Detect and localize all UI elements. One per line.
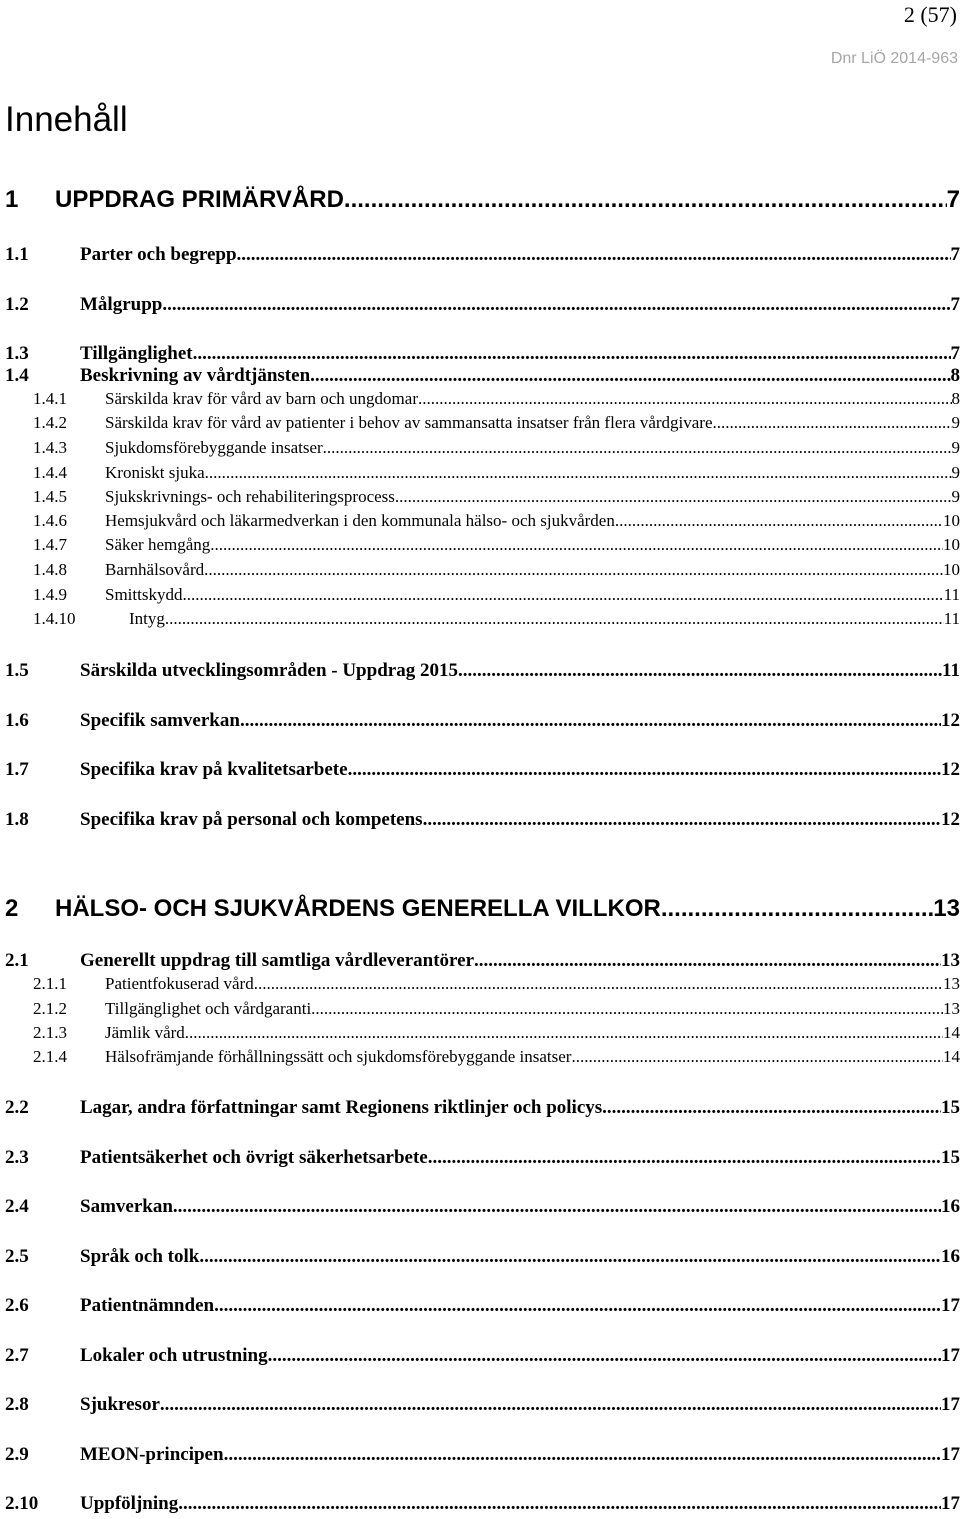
toc-entry-title: Intyg [129,609,165,628]
toc-leader-dots [310,364,950,388]
toc-entry-number: 2.6 [5,1295,29,1316]
toc-entry-page: 17 [941,1394,960,1415]
toc-entry-title: Språk och tolk [80,1246,200,1267]
toc-leader-dots [458,659,942,683]
toc-leader-dots [268,1344,941,1368]
toc-entry[interactable] [5,758,960,782]
toc-leader-dots [323,437,952,459]
toc-entry-number: 1.8 [5,809,29,830]
toc-leader-dots [661,894,933,924]
toc-entry-page: 13 [943,974,960,993]
toc-entry-number: 1.1 [5,244,29,265]
toc-entry-title: Specifika krav på kvalitetsarbete [80,759,348,780]
toc-entry-number: 1.6 [5,710,29,731]
toc-entry-number: 1.4 [5,365,29,386]
toc-entry-number: 1.4.4 [33,463,67,482]
toc-leader-dots [713,412,952,434]
toc-entry-page: 17 [941,1444,960,1465]
toc-entry-number: 1.4.5 [33,487,67,506]
toc-leader-dots [185,1022,943,1044]
toc-entry[interactable] [33,1046,960,1068]
toc-entry-number: 1 [5,186,19,213]
toc-entry-number: 1.4.8 [33,560,67,579]
toc-entry-page: 9 [951,413,960,432]
toc-entry[interactable] [5,1344,960,1368]
toc-entry-page: 10 [943,560,960,579]
toc-entry-page: 16 [941,1196,960,1217]
toc-entry-number: 1.7 [5,759,29,780]
toc-entry[interactable] [33,388,960,410]
toc-entry-number: 1.3 [5,343,29,364]
toc-entry-title: Parter och begrepp [80,244,237,265]
toc-entry[interactable] [5,1245,960,1269]
toc-entry-page: 17 [941,1345,960,1366]
toc-entry[interactable] [33,584,960,606]
toc-leader-dots [214,1294,941,1318]
toc-entry-page: 11 [943,609,960,628]
toc-entry-title: Hemsjukvård och läkarmedverkan i den kommunala hälso- och sjukvården [105,511,615,530]
toc-entry[interactable] [5,342,960,366]
toc-entry[interactable] [5,949,960,973]
toc-entry[interactable] [5,659,960,683]
toc-entry[interactable] [33,462,960,484]
toc-entry[interactable] [5,1146,960,1170]
toc-entry[interactable] [5,1294,960,1318]
toc-entry-page: 9 [951,487,960,506]
toc-entry-title: Lokaler och utrustning [80,1345,268,1366]
toc-entry-number: 2 [5,895,19,922]
toc-leader-dots [178,1492,941,1516]
toc-heading: Innehåll [5,100,128,139]
toc-entry-title: Beskrivning av vårdtjänsten [80,365,311,386]
toc-entry-number: 1.4.1 [33,389,67,408]
toc-entry[interactable] [5,185,960,215]
toc-leader-dots [199,1245,941,1269]
toc-entry-page: 15 [941,1097,960,1118]
toc-entry-number: 2.2 [5,1097,29,1118]
toc-entry-title: Uppföljning [80,1493,179,1514]
toc-entry[interactable] [5,1443,960,1467]
toc-entry-page: 7 [950,343,960,364]
toc-leader-dots [615,510,943,532]
toc-entry-title: Särskilda krav för vård av patienter i behov av sammansatta insatser från flera vårdgivare [105,413,713,432]
toc-entry[interactable] [33,1022,960,1044]
toc-entry-page: 9 [951,463,960,482]
toc-entry-number: 2.8 [5,1394,29,1415]
toc-leader-dots [474,949,941,973]
toc-leader-dots [240,709,941,733]
toc-entry-number: 1.4.3 [33,438,67,457]
toc-entry-number: 2.3 [5,1147,29,1168]
toc-entry-number: 2.4 [5,1196,29,1217]
toc-leader-dots [423,808,941,832]
toc-entry-number: 1.4.10 [33,609,76,628]
toc-entry-title: Smittskydd [105,585,183,604]
toc-entry-title: MEON-principen [80,1444,224,1465]
toc-entry-number: 2.1.2 [33,999,67,1018]
toc-entry-number: 2.1 [5,950,29,971]
toc-entry-title: Lagar, andra författningar samt Regionens riktlinjer och policys [80,1097,603,1118]
toc-entry[interactable] [33,608,960,630]
toc-entry-number: 2.1.1 [33,974,67,993]
toc-entry[interactable] [33,486,960,508]
toc-entry-number: 2.1.4 [33,1047,67,1066]
toc-entry-page: 17 [941,1295,960,1316]
toc-entry-page: 7 [950,294,960,315]
toc-entry-title: Särskilda krav för vård av barn och ungdomar [105,389,418,408]
toc-entry[interactable] [5,808,960,832]
toc-entry[interactable] [33,437,960,459]
toc-entry[interactable] [5,894,960,924]
toc-leader-dots [210,534,943,556]
toc-entry[interactable] [33,973,960,995]
toc-entry[interactable] [5,1393,960,1417]
toc-entry[interactable] [33,559,960,581]
toc-entry-page: 11 [943,585,960,604]
toc-entry-title: Sjukresor [80,1394,160,1415]
toc-entry-number: 2.10 [5,1493,39,1514]
toc-entry-page: 16 [941,1246,960,1267]
toc-leader-dots [311,998,943,1020]
toc-entry-number: 2.1.3 [33,1023,67,1042]
toc-entry[interactable] [5,364,960,388]
toc-entry[interactable] [5,1195,960,1219]
toc-entry-page: 13 [933,895,960,922]
toc-entry-page: 12 [941,759,960,780]
toc-leader-dots [571,1046,943,1068]
toc-entry-page: 13 [943,999,960,1018]
toc-entry-title: Målgrupp [80,294,163,315]
toc-entry-number: 1.4.6 [33,511,67,530]
toc-entry-page: 8 [950,365,960,386]
toc-entry-page: 10 [943,535,960,554]
toc-leader-dots [173,1195,941,1219]
toc-leader-dots [162,293,950,317]
toc-entry-number: 1.4.2 [33,413,67,432]
toc-leader-dots [193,342,951,366]
toc-entry-page: 7 [946,186,960,213]
toc-entry-title: Samverkan [80,1196,173,1217]
toc-leader-dots [224,1443,941,1467]
toc-leader-dots [348,758,941,782]
toc-entry[interactable] [5,709,960,733]
toc-leader-dots [160,1393,941,1417]
toc-entry-page: 12 [941,809,960,830]
toc-entry-title: Tillgänglighet [80,343,193,364]
toc-entry-title: Särskilda utvecklingsområden - Uppdrag 2015 [80,660,458,681]
toc-entry-page: 15 [941,1147,960,1168]
toc-entry-page: 13 [941,950,960,971]
toc-leader-dots [344,185,947,215]
toc-leader-dots [204,559,943,581]
toc-entry-number: 1.4.9 [33,585,67,604]
toc-entry-page: 7 [950,244,960,265]
toc-entry[interactable] [33,510,960,532]
toc-entry-page: 12 [941,710,960,731]
toc-entry[interactable] [5,1096,960,1120]
toc-entry-title: Specifik samverkan [80,710,240,731]
toc-entry-title: Sjukdomsförebyggande insatser [105,438,323,457]
page-number: 2 (57) [903,2,957,27]
toc-entry-title: Patientnämnden [80,1295,215,1316]
toc-entry-title: Tillgänglighet och vårdgaranti [105,999,312,1018]
toc-entry-page: 17 [941,1493,960,1514]
toc-entry[interactable] [5,293,960,317]
toc-leader-dots [254,973,943,995]
toc-leader-dots [418,388,952,410]
toc-entry-number: 1.5 [5,660,29,681]
toc-entry-number: 2.5 [5,1246,29,1267]
toc-entry-title: Sjukskrivnings- och rehabiliteringsprocess [105,487,395,506]
toc-leader-dots [182,584,943,606]
toc-entry-page: 8 [951,389,960,408]
toc-entry[interactable] [5,1492,960,1516]
toc-entry-title: Jämlik vård [105,1023,185,1042]
toc-leader-dots [165,608,944,630]
toc-entry-title: Patientfokuserad vård [105,974,254,993]
toc-leader-dots [205,462,952,484]
toc-entry-title: Hälsofrämjande förhållningssätt och sjukdomsförebyggande insatser [105,1047,572,1066]
toc-entry-page: 11 [942,660,960,681]
toc-leader-dots [428,1146,941,1170]
toc-entry[interactable] [33,998,960,1020]
toc-entry-number: 2.7 [5,1345,29,1366]
toc-entry-title: Generellt uppdrag till samtliga vårdleverantörer [80,950,475,971]
toc-entry[interactable] [33,534,960,556]
toc-entry-title: HÄLSO- OCH SJUKVÅRDENS GENERELLA VILLKOR [55,895,661,922]
toc-entry-number: 1.2 [5,294,29,315]
toc-entry-title: Kroniskt sjuka [105,463,205,482]
toc-entry[interactable] [33,412,960,434]
toc-leader-dots [237,243,951,267]
toc-entry-title: UPPDRAG PRIMÄRVÅRD [55,186,344,213]
toc-entry-title: Säker hemgång [105,535,211,554]
toc-entry[interactable] [5,243,960,267]
toc-entry-title: Patientsäkerhet och övrigt säkerhetsarbete [80,1147,428,1168]
toc-entry-page: 9 [951,438,960,457]
toc-entry-number: 1.4.7 [33,535,67,554]
document-reference: Dnr LiÖ 2014-963 [830,50,958,67]
toc-entry-page: 14 [943,1023,960,1042]
toc-leader-dots [395,486,952,508]
toc-leader-dots [602,1096,941,1120]
toc-entry-page: 14 [943,1047,960,1066]
toc-entry-number: 2.9 [5,1444,29,1465]
toc-entry-title: Barnhälsovård [105,560,205,579]
toc-entry-page: 10 [943,511,960,530]
toc-entry-title: Specifika krav på personal och kompetens [80,809,423,830]
